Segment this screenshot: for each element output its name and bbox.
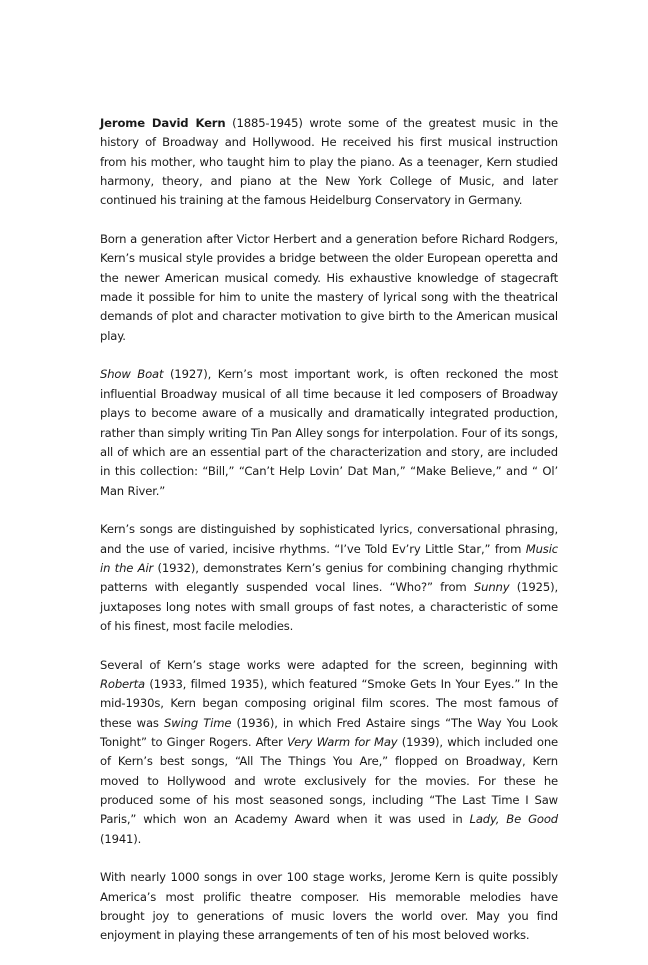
text-segment: (1885-1945) wrote some of the greatest music in the history of Broadway and Hollywood. He received his first musical instruction from his mother, who taught him to play the piano. As a teenager, Kern studied harmony, theory, and piano at the New York College of Music, and later continued his training at the famous Heidelburg Conservatory in Germany. bbox=[100, 116, 559, 208]
paragraph-legacy bbox=[100, 868, 558, 945]
text-segment: (1925), juxtaposes long notes with small groups of fast notes, a characteristic of some of his finest, most facile melodies. bbox=[100, 580, 558, 633]
paragraph-show-boat bbox=[100, 365, 558, 500]
composer-name: Jerome David Kern bbox=[100, 116, 226, 130]
work-title: Lady, Be Good bbox=[469, 812, 558, 827]
text-segment: (1936), in which Fred Astaire sings “The Way You Look Tonight” to Ginger Rogers. After bbox=[100, 715, 558, 749]
work-title: Very Warm for May bbox=[286, 735, 398, 749]
text-segment: Several of Kern’s stage works were adapted for the screen, beginning with bbox=[100, 657, 558, 672]
work-title: Music in the Air bbox=[100, 541, 558, 575]
text-segment: (1932), demonstrates Kern’s genius for combining changing rhythmic patterns with elegantly suspended vocal lines. “Who?” from bbox=[100, 560, 558, 595]
work-title: Sunny bbox=[473, 580, 510, 595]
work-title: Swing Time bbox=[164, 715, 232, 730]
text-segment: Born a generation after Victor Herbert and a generation before Richard Rodgers, Kern’s musical style provides a bridge between the older European operetta and the newer American musical comedy. His exhaustive knowledge of stagecraft made it possible for him to unite the mastery of lyrical song with the theatrical demands of plot and character motivation to give birth to the American musical play. bbox=[100, 232, 558, 343]
work-title: Roberta bbox=[100, 676, 146, 691]
paragraph-biography-intro bbox=[100, 114, 558, 211]
paragraph-film-career bbox=[100, 656, 558, 849]
text-segment: (1933, filmed 1935), which featured “Smoke Gets In Your Eyes.” In the mid-1930s, Kern began composing original film scores. The most famous of these was bbox=[100, 676, 558, 730]
text-segment: (1941). bbox=[100, 831, 142, 846]
text-segment: (1939), which included one of Kern’s best songs, “All The Things You Are,” flopped on Broadway, Kern moved to Hollywood and wrote exclusively for the movies. For these he produced some of his most seasoned songs, including “The Last Time I Saw Paris,” which won an Academy Award when it was used in bbox=[100, 735, 559, 827]
text-segment: (1927), Kern’s most important work, is often reckoned the most influential Broadway musical of all time because it led composers of Broadway plays to become aware of a musically and dramatically integrated production, rather than simply writing Tin Pan Alley songs for interpolation. Four of its songs, all of which are an essential part of the characterization and story, are included in this collection: “Bill,” “Can’t Help Lovin’ Dat Man,” “Make Believe,” and “ Ol’ Man River.” bbox=[100, 367, 558, 498]
document-page bbox=[100, 114, 558, 965]
work-title: Show Boat bbox=[100, 367, 164, 382]
text-segment: Kern’s songs are distinguished by sophisticated lyrics, conversational phrasing, and the use of varied, incisive rhythms. “I’ve Told Ev’ry Little Star,” from bbox=[100, 522, 558, 556]
paragraph-musical-style bbox=[100, 230, 558, 346]
text-segment: With nearly 1000 songs in over 100 stage works, Jerome Kern is quite possibly America’s most prolific theatre composer. His memorable melodies have brought joy to generations of music lovers the world over. May you find enjoyment in playing these arrangements of ten of his most beloved works. bbox=[100, 870, 558, 943]
paragraph-song-characteristics bbox=[100, 520, 558, 636]
